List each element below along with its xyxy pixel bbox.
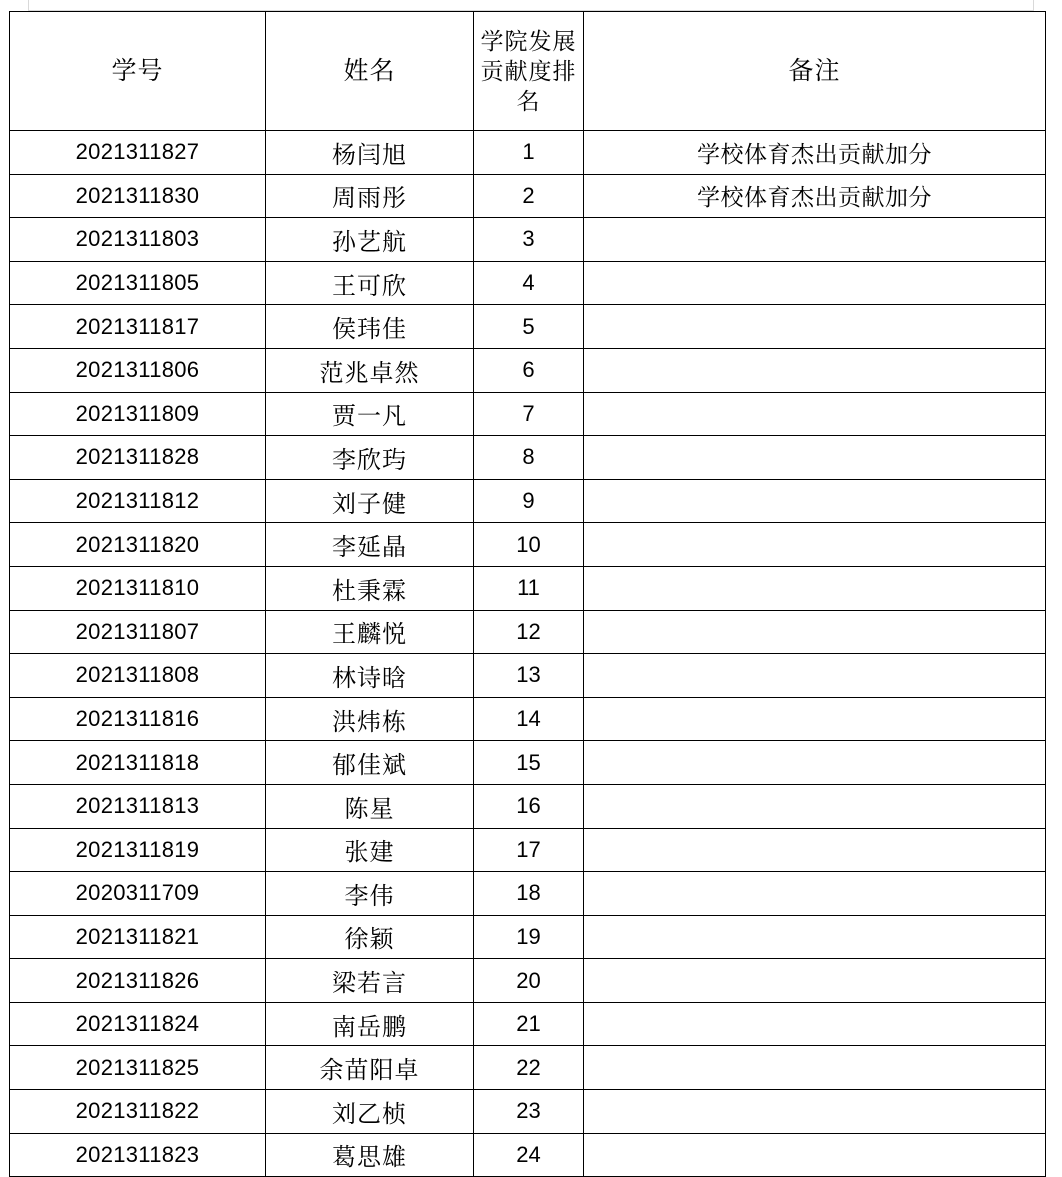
cell-rank: 15 bbox=[474, 741, 584, 785]
table-row bbox=[10, 392, 1046, 436]
cell-note bbox=[584, 959, 1046, 1003]
cell-rank: 23 bbox=[474, 1090, 584, 1134]
table-row bbox=[10, 959, 1046, 1003]
cell-note: 学校体育杰出贡献加分 bbox=[584, 131, 1046, 175]
table-row bbox=[10, 915, 1046, 959]
cell-name: 杜秉霖 bbox=[266, 566, 474, 610]
cell-student-id: 2021311810 bbox=[10, 566, 266, 610]
cell-student-id: 2021311808 bbox=[10, 654, 266, 698]
table-row bbox=[10, 479, 1046, 523]
cell-note bbox=[584, 828, 1046, 872]
cell-rank: 7 bbox=[474, 392, 584, 436]
cell-note bbox=[584, 697, 1046, 741]
cell-note bbox=[584, 1046, 1046, 1090]
cell-rank: 1 bbox=[474, 131, 584, 175]
cell-rank: 11 bbox=[474, 566, 584, 610]
cell-student-id: 2021311813 bbox=[10, 784, 266, 828]
table-header-row bbox=[10, 12, 1046, 131]
table-body bbox=[10, 131, 1046, 1177]
cell-note bbox=[584, 1002, 1046, 1046]
table-row bbox=[10, 741, 1046, 785]
student-ranking-table bbox=[9, 11, 1046, 1177]
table-row bbox=[10, 174, 1046, 218]
cell-student-id: 2021311803 bbox=[10, 218, 266, 262]
cell-note bbox=[584, 436, 1046, 480]
table-row bbox=[10, 610, 1046, 654]
cell-student-id: 2021311812 bbox=[10, 479, 266, 523]
cell-name: 贾一凡 bbox=[266, 392, 474, 436]
table-row bbox=[10, 1133, 1046, 1177]
table-row bbox=[10, 697, 1046, 741]
column-header-note: 备注 bbox=[584, 12, 1046, 131]
cell-note bbox=[584, 915, 1046, 959]
cell-student-id: 2021311816 bbox=[10, 697, 266, 741]
cell-rank: 8 bbox=[474, 436, 584, 480]
cell-rank: 4 bbox=[474, 261, 584, 305]
cell-rank: 22 bbox=[474, 1046, 584, 1090]
cell-rank: 14 bbox=[474, 697, 584, 741]
table-row bbox=[10, 436, 1046, 480]
cell-name: 杨闫旭 bbox=[266, 131, 474, 175]
cell-name: 周雨彤 bbox=[266, 174, 474, 218]
table-row bbox=[10, 348, 1046, 392]
table-header bbox=[10, 12, 1046, 131]
cell-name: 葛思雄 bbox=[266, 1133, 474, 1177]
cell-note bbox=[584, 872, 1046, 916]
cell-student-id: 2021311823 bbox=[10, 1133, 266, 1177]
cell-note: 学校体育杰出贡献加分 bbox=[584, 174, 1046, 218]
cell-note bbox=[584, 784, 1046, 828]
cell-note bbox=[584, 261, 1046, 305]
table-row bbox=[10, 654, 1046, 698]
cell-name: 徐颖 bbox=[266, 915, 474, 959]
cell-note bbox=[584, 1090, 1046, 1134]
cell-name: 林诗晗 bbox=[266, 654, 474, 698]
table-row bbox=[10, 261, 1046, 305]
table-row bbox=[10, 566, 1046, 610]
cell-note bbox=[584, 348, 1046, 392]
cell-name: 侯玮佳 bbox=[266, 305, 474, 349]
cell-name: 王麟悦 bbox=[266, 610, 474, 654]
table-row bbox=[10, 1090, 1046, 1134]
cell-note bbox=[584, 523, 1046, 567]
cell-name: 孙艺航 bbox=[266, 218, 474, 262]
page-corner-tick-right bbox=[1033, 0, 1034, 11]
cell-note bbox=[584, 610, 1046, 654]
cell-note bbox=[584, 1133, 1046, 1177]
cell-student-id: 2021311827 bbox=[10, 131, 266, 175]
cell-student-id: 2021311830 bbox=[10, 174, 266, 218]
cell-rank: 18 bbox=[474, 872, 584, 916]
cell-student-id: 2021311822 bbox=[10, 1090, 266, 1134]
table-row bbox=[10, 828, 1046, 872]
cell-student-id: 2021311809 bbox=[10, 392, 266, 436]
cell-student-id: 2021311828 bbox=[10, 436, 266, 480]
cell-name: 李伟 bbox=[266, 872, 474, 916]
cell-student-id: 2021311821 bbox=[10, 915, 266, 959]
cell-name: 范兆卓然 bbox=[266, 348, 474, 392]
cell-rank: 5 bbox=[474, 305, 584, 349]
cell-note bbox=[584, 741, 1046, 785]
cell-rank: 20 bbox=[474, 959, 584, 1003]
student-ranking-table-container bbox=[9, 11, 1045, 1177]
cell-rank: 3 bbox=[474, 218, 584, 262]
cell-note bbox=[584, 654, 1046, 698]
cell-name: 刘乙桢 bbox=[266, 1090, 474, 1134]
cell-note bbox=[584, 218, 1046, 262]
table-row bbox=[10, 1046, 1046, 1090]
cell-rank: 10 bbox=[474, 523, 584, 567]
cell-note bbox=[584, 479, 1046, 523]
cell-student-id: 2021311819 bbox=[10, 828, 266, 872]
table-row bbox=[10, 218, 1046, 262]
cell-rank: 13 bbox=[474, 654, 584, 698]
cell-name: 王可欣 bbox=[266, 261, 474, 305]
cell-name: 南岳鹏 bbox=[266, 1002, 474, 1046]
cell-name: 陈星 bbox=[266, 784, 474, 828]
cell-rank: 24 bbox=[474, 1133, 584, 1177]
cell-name: 刘子健 bbox=[266, 479, 474, 523]
cell-rank: 19 bbox=[474, 915, 584, 959]
cell-name: 郁佳斌 bbox=[266, 741, 474, 785]
cell-rank: 16 bbox=[474, 784, 584, 828]
cell-note bbox=[584, 566, 1046, 610]
cell-rank: 2 bbox=[474, 174, 584, 218]
table-row bbox=[10, 872, 1046, 916]
cell-rank: 21 bbox=[474, 1002, 584, 1046]
cell-name: 余苗阳卓 bbox=[266, 1046, 474, 1090]
cell-student-id: 2021311818 bbox=[10, 741, 266, 785]
cell-rank: 6 bbox=[474, 348, 584, 392]
cell-name: 李延晶 bbox=[266, 523, 474, 567]
cell-rank: 17 bbox=[474, 828, 584, 872]
cell-rank: 12 bbox=[474, 610, 584, 654]
column-header-name: 姓名 bbox=[266, 12, 474, 131]
table-row bbox=[10, 131, 1046, 175]
cell-student-id: 2021311807 bbox=[10, 610, 266, 654]
column-header-student-id: 学号 bbox=[10, 12, 266, 131]
cell-rank: 9 bbox=[474, 479, 584, 523]
table-row bbox=[10, 305, 1046, 349]
table-row bbox=[10, 784, 1046, 828]
cell-student-id: 2021311826 bbox=[10, 959, 266, 1003]
table-row bbox=[10, 1002, 1046, 1046]
cell-note bbox=[584, 392, 1046, 436]
page-corner-tick-left bbox=[28, 0, 29, 11]
cell-student-id: 2021311805 bbox=[10, 261, 266, 305]
cell-name: 李欣玙 bbox=[266, 436, 474, 480]
cell-student-id: 2021311806 bbox=[10, 348, 266, 392]
cell-student-id: 2021311820 bbox=[10, 523, 266, 567]
cell-note bbox=[584, 305, 1046, 349]
column-header-rank: 学院发展贡献度排名 bbox=[474, 12, 584, 131]
cell-student-id: 2021311825 bbox=[10, 1046, 266, 1090]
cell-name: 张建 bbox=[266, 828, 474, 872]
cell-name: 洪炜栋 bbox=[266, 697, 474, 741]
cell-student-id: 2021311824 bbox=[10, 1002, 266, 1046]
cell-student-id: 2021311817 bbox=[10, 305, 266, 349]
cell-student-id: 2020311709 bbox=[10, 872, 266, 916]
cell-name: 梁若言 bbox=[266, 959, 474, 1003]
table-row bbox=[10, 523, 1046, 567]
